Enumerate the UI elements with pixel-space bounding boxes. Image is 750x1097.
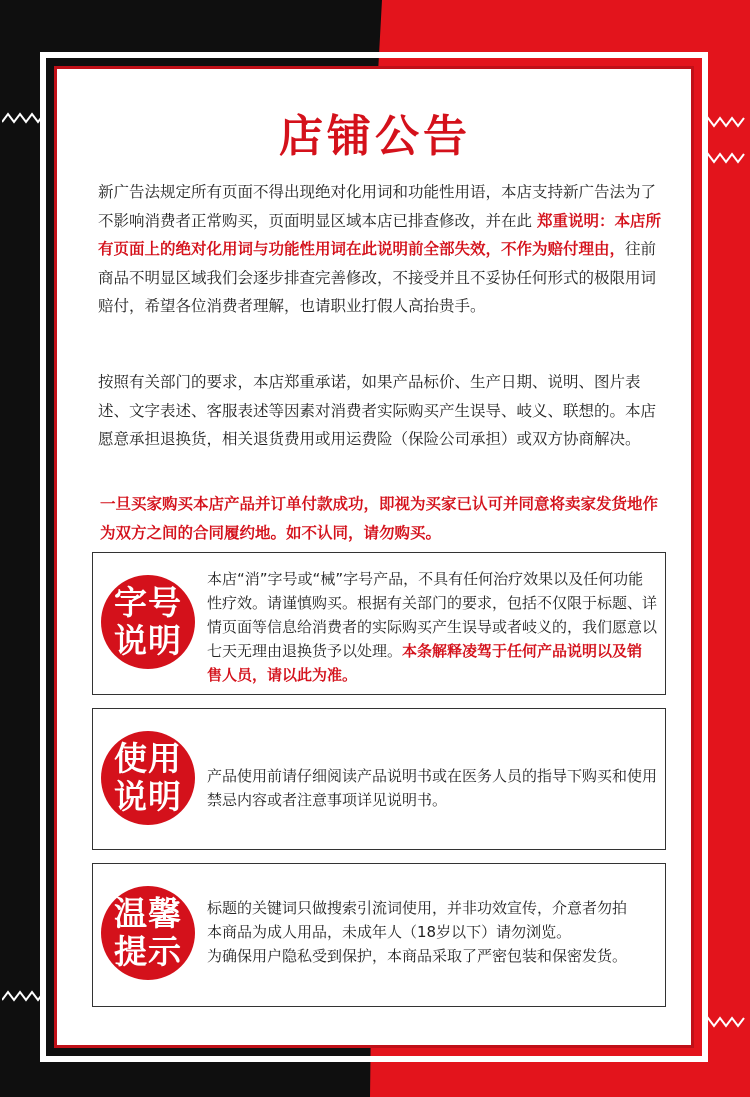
zigzag-decoration-right-bottom [702,1012,748,1032]
notice-paragraph-1 [98,178,668,321]
badge-size-description [101,575,195,669]
box-1-text [207,567,657,687]
tip-line-1: 标题的关键词只做搜索引流词使用，并非功效宣传，介意者勿拍 [207,899,628,917]
box-1-body: 本店“消”字号或“械”字号产品，不具有任何治疗效果以及任何功能性疗效。请谨慎购买。根据有关部门的要求，包括不仅限于标题、详情页面等信息给消费者的实际购买产生误导或者岐义的，我们愿意以七天无理由退换货予以处理。 [207,570,658,660]
badge-line-2: 提示 [114,932,182,971]
badge-line-1: 字号 [114,583,182,622]
badge-usage-description [101,731,195,825]
badge-line-1: 使用 [114,739,182,778]
page-title: 店铺公告 [279,111,471,162]
info-box-warm-tips [92,863,666,1007]
notice-paragraph-3-red: 一旦买家购买本店产品并订单付款成功，即视为买家已认可并同意将卖家发货地作为双方之间的合同履约地。如不认同，请勿购买。 [100,495,659,542]
badge-line-2: 说明 [114,777,182,816]
box-2-text: 产品使用前请仔细阅读产品说明书或在医务人员的指导下购买和使用禁忌内容或者注意事项详见说明书。 [207,767,658,809]
paragraph-1-red-statement: 郑重说明：本店所有页面上的绝对化用词与功能性用词在此说明前全部失效，不作为赔付理由， [98,211,661,258]
paragraph-1-text-a: 新广告法规定所有页面不得出现绝对化用词和功能性用语，本店支持新广告法为了不影响消费者正常购买，页面明显区域本店已排查修改，并在此 [98,183,657,230]
paragraph-1-text-b: 往前商品不明显区域我们会逐步排查完善修改，不接受并且不妥协任何形式的极限用词赔付，希望各位消费者理解，也请职业打假人高抬贵手。 [98,240,657,315]
box-3-text [207,896,665,968]
tip-line-3: 为确保用户隐私受到保护，本商品采取了严密包装和保密发货。 [207,947,628,965]
info-box-size-description [92,552,666,695]
tip-line-2: 本商品为成人用品，未成年人（18岁以下）请勿浏览。 [207,923,572,941]
info-box-usage-description [92,708,666,850]
badge-line-1: 温馨 [114,894,182,933]
notice-paragraph-2: 按照有关部门的要求，本店郑重承诺，如果产品标价、生产日期、说明、图片表述、文字表述、客服表述等因素对消费者实际购买产生误导、岐义、联想的。本店愿意承担退换货，相关退货费用或用运费险（保险公司承担）或双方协商解决。 [98,373,657,448]
badge-warm-tips [101,886,195,980]
box-1-red-note: 本条解释凌驾于任何产品说明以及销售人员，请以此为准。 [207,642,643,684]
badge-line-2: 说明 [114,621,182,660]
